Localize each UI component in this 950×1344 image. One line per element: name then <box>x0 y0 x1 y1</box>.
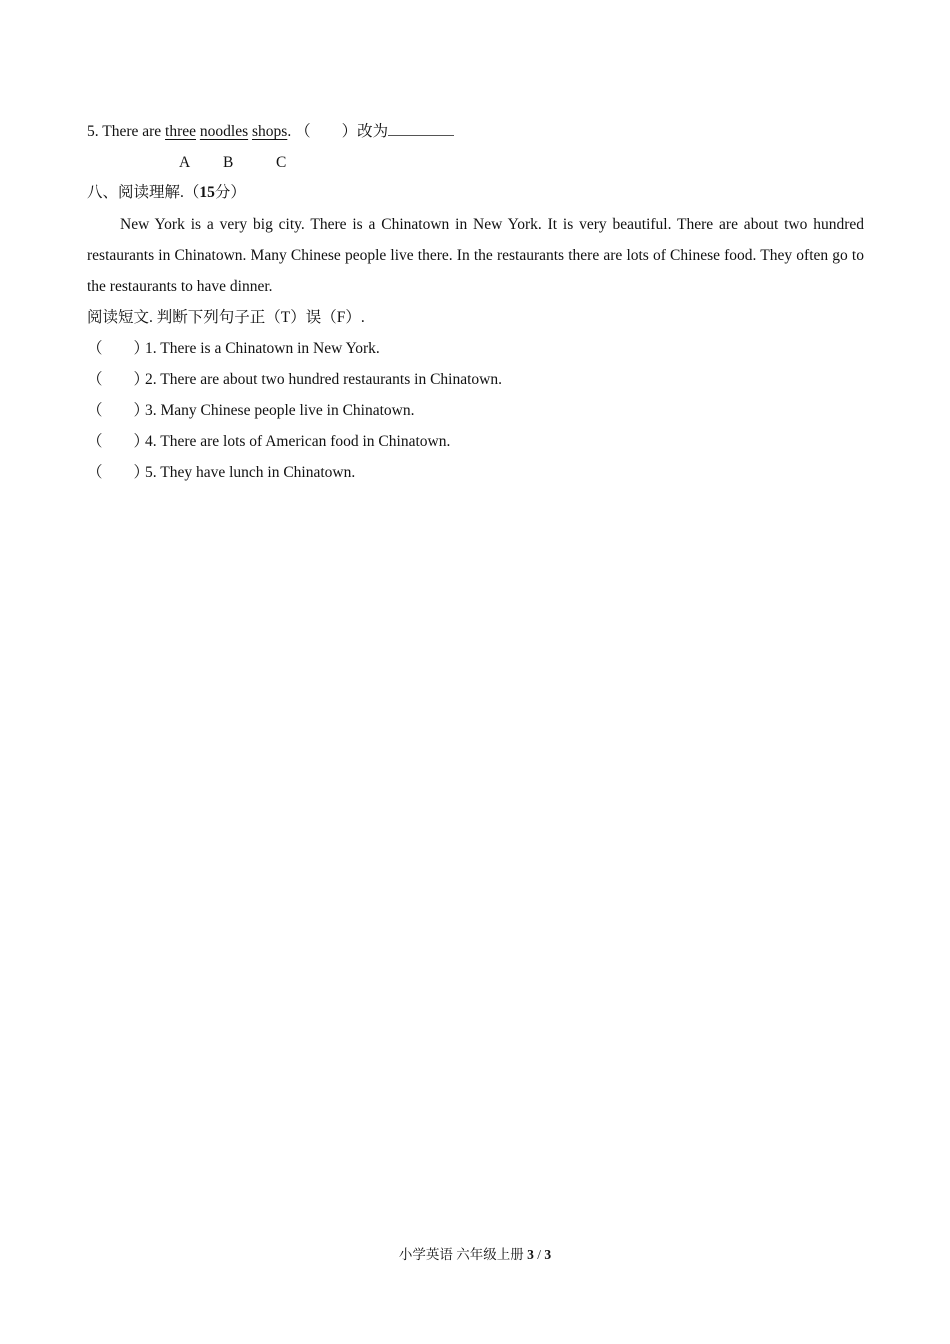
option-label-a: A <box>179 154 191 171</box>
list-item-text: 2. There are about two hundred restaurants in Chinatown. <box>145 371 502 388</box>
page-number: 3 <box>527 1247 534 1262</box>
reading-passage <box>87 209 864 302</box>
answer-paren[interactable]: （ ） <box>87 433 150 450</box>
option-b-word: noodles <box>199 123 249 140</box>
section-8-points-suffix: 分） <box>214 184 246 201</box>
question-5-suffix: . <box>287 123 292 140</box>
page-separator: / <box>533 1247 545 1262</box>
answer-paren[interactable]: （ ） <box>87 371 150 388</box>
passage-text: New York is a very big city. There is a Chinatown in New York. It is very beautiful. There are about two hundred restaurants in Chinatown. Many Chinese people live there. In the restaurants there are lots of Chinese food. They often go to the restaurants to have dinner. <box>87 216 864 295</box>
answer-paren[interactable]: （ ） <box>87 464 150 481</box>
list-item <box>87 432 450 452</box>
answer-paren[interactable]: （ ） <box>295 123 358 140</box>
question-5-prefix: 5. There are <box>87 123 166 140</box>
section-8-heading <box>87 183 246 203</box>
list-item-text: 5. They have lunch in Chinatown. <box>145 464 356 481</box>
list-item <box>87 463 355 483</box>
list-item-text: 3. Many Chinese people live in Chinatown. <box>145 402 415 419</box>
answer-paren[interactable]: （ ） <box>87 340 150 357</box>
list-item <box>87 401 415 421</box>
instruction: 阅读短文. 判断下列句子正（T）误（F）. <box>87 309 365 326</box>
footer-label: 小学英语 六年级上册 <box>398 1247 528 1262</box>
section-8-points: 15 <box>199 184 215 201</box>
option-a-word: three <box>165 123 197 140</box>
question-5 <box>87 121 454 142</box>
page-total: 3 <box>544 1247 552 1262</box>
list-item <box>87 339 380 359</box>
answer-paren[interactable]: （ ） <box>87 402 150 419</box>
list-item <box>87 370 502 390</box>
change-to-label: 改为 <box>357 123 389 140</box>
answer-blank[interactable] <box>388 121 454 136</box>
list-item-text: 4. There are lots of American food in Chinatown. <box>145 433 451 450</box>
option-label-c: C <box>276 154 287 171</box>
option-label-b: B <box>223 154 234 171</box>
page-footer <box>0 1245 950 1265</box>
list-item-text: 1. There is a Chinatown in New York. <box>145 340 380 357</box>
section-8-title: 八、阅读理解.（ <box>87 184 200 201</box>
option-c-word: shops <box>251 123 288 140</box>
